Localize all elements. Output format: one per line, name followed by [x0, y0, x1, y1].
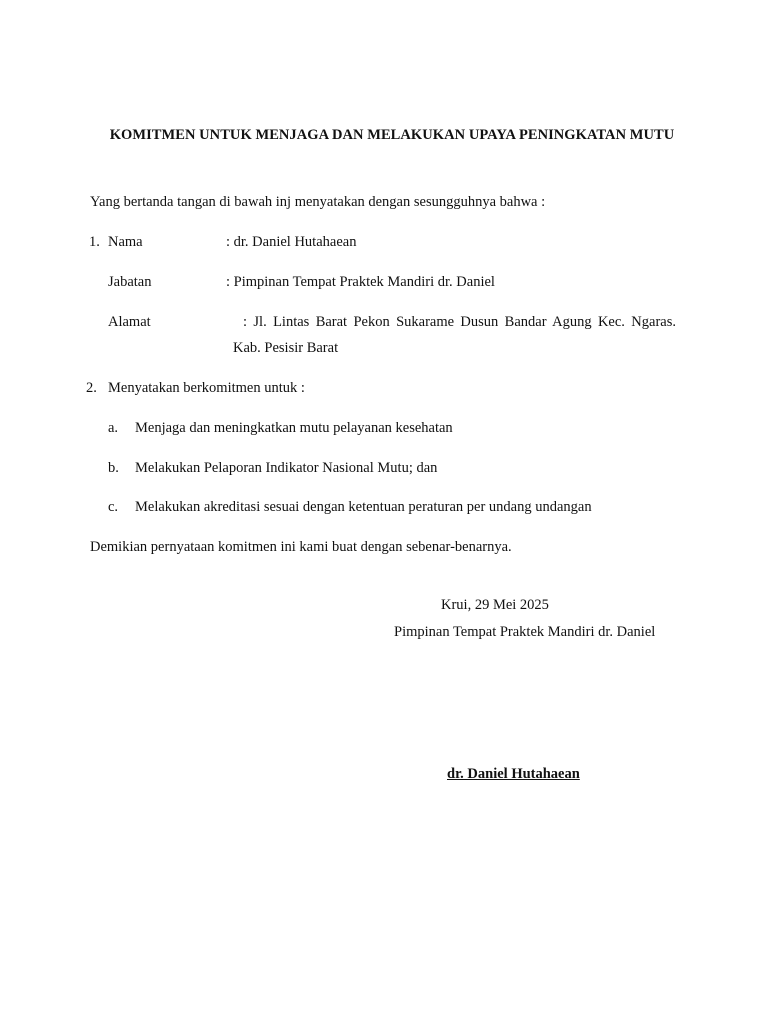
subitem-b-letter: b.	[108, 460, 119, 476]
item2-text: Menyatakan berkomitmen untuk :	[108, 380, 305, 396]
alamat-value-line2: Kab. Pesisir Barat	[233, 340, 339, 356]
jabatan-value: : Pimpinan Tempat Praktek Mandiri dr. Daniel	[226, 274, 495, 290]
subitem-b-text: Melakukan Pelaporan Indikator Nasional Mutu; dan	[135, 460, 438, 476]
nama-value: : dr. Daniel Hutahaean	[226, 234, 357, 250]
signature-position: Pimpinan Tempat Praktek Mandiri dr. Daniel	[394, 624, 656, 640]
subitem-a-text: Menjaga dan meningkatkan mutu pelayanan kesehatan	[135, 420, 453, 436]
intro-paragraph: Yang bertanda tangan di bawah inj menyatakan dengan sesungguhnya bahwa :	[90, 194, 546, 210]
item1-number: 1.	[89, 234, 100, 250]
subitem-a-letter: a.	[108, 420, 119, 436]
document-title: KOMITMEN UNTUK MENJAGA DAN MELAKUKAN UPAYA PENINGKATAN MUTU	[109, 127, 675, 143]
signature-place-date: Krui, 29 Mei 2025	[441, 597, 549, 613]
item2-number: 2.	[86, 380, 97, 396]
closing-paragraph: Demikian pernyataan komitmen ini kami buat dengan sebenar-benarnya.	[90, 539, 512, 555]
nama-label: Nama	[108, 234, 143, 250]
signature-name: dr. Daniel Hutahaean	[447, 766, 580, 782]
jabatan-label: Jabatan	[108, 274, 152, 290]
subitem-c-letter: c.	[108, 499, 119, 515]
subitem-c-text: Melakukan akreditasi sesuai dengan ketentuan peraturan per undang undangan	[135, 499, 592, 515]
alamat-label: Alamat	[108, 314, 151, 330]
alamat-value-line1: : Jl. Lintas Barat Pekon Sukarame Dusun Bandar Agung Kec. Ngaras.	[243, 314, 676, 330]
